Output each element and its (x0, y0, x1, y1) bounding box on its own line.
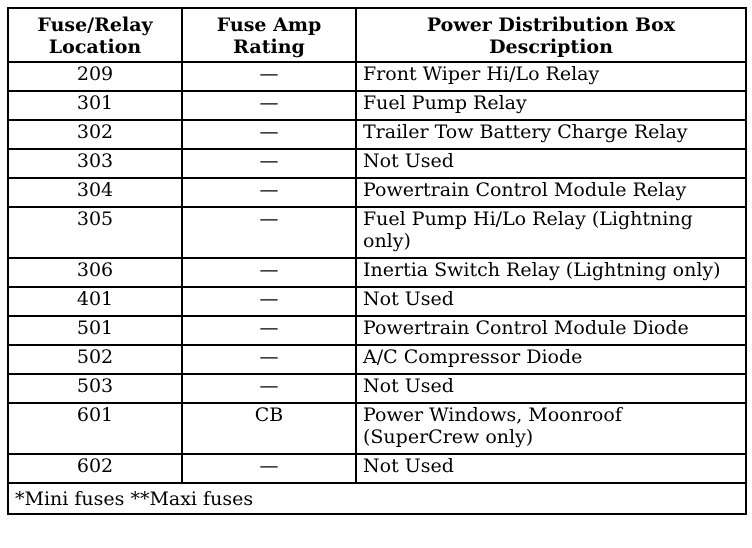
cell-description: Power Windows, Moonroof (SuperCrew only) (356, 403, 746, 454)
header-description: Power Distribution Box Description (356, 8, 746, 62)
table-row (8, 207, 746, 258)
cell-location: 503 (8, 374, 182, 403)
cell-rating: CB (182, 403, 356, 454)
cell-rating: — (182, 207, 356, 258)
cell-location: 209 (8, 62, 182, 91)
table-row (8, 287, 746, 316)
cell-location: 502 (8, 345, 182, 374)
cell-description: Fuel Pump Hi/Lo Relay (Lightning only) (356, 207, 746, 258)
table-row (8, 258, 746, 287)
fuse-table-container (7, 7, 747, 515)
cell-location: 305 (8, 207, 182, 258)
header-rating: Fuse Amp Rating (182, 8, 356, 62)
table-row (8, 91, 746, 120)
cell-location: 306 (8, 258, 182, 287)
cell-rating: — (182, 149, 356, 178)
cell-rating: — (182, 287, 356, 316)
cell-rating: — (182, 316, 356, 345)
cell-rating: — (182, 178, 356, 207)
cell-location: 301 (8, 91, 182, 120)
cell-location: 601 (8, 403, 182, 454)
header-location: Fuse/Relay Location (8, 8, 182, 62)
cell-description: Not Used (356, 287, 746, 316)
cell-rating: — (182, 120, 356, 149)
cell-description: Front Wiper Hi/Lo Relay (356, 62, 746, 91)
table-row (8, 374, 746, 403)
cell-description: Powertrain Control Module Relay (356, 178, 746, 207)
table-row (8, 120, 746, 149)
cell-rating: — (182, 91, 356, 120)
cell-location: 304 (8, 178, 182, 207)
table-row (8, 316, 746, 345)
table-row (8, 178, 746, 207)
cell-description: Fuel Pump Relay (356, 91, 746, 120)
cell-location: 401 (8, 287, 182, 316)
footnote: *Mini fuses **Maxi fuses (8, 483, 746, 514)
table-row (8, 403, 746, 454)
cell-description: Not Used (356, 374, 746, 403)
cell-rating: — (182, 374, 356, 403)
cell-description: Inertia Switch Relay (Lightning only) (356, 258, 746, 287)
cell-location: 602 (8, 454, 182, 483)
cell-rating: — (182, 258, 356, 287)
cell-rating: — (182, 345, 356, 374)
table-row (8, 62, 746, 91)
table-row (8, 345, 746, 374)
cell-description: Not Used (356, 454, 746, 483)
cell-description: A/C Compressor Diode (356, 345, 746, 374)
table-row (8, 454, 746, 483)
cell-rating: — (182, 62, 356, 91)
header-row (8, 8, 746, 62)
cell-rating: — (182, 454, 356, 483)
table-row (8, 149, 746, 178)
cell-description: Trailer Tow Battery Charge Relay (356, 120, 746, 149)
cell-location: 303 (8, 149, 182, 178)
cell-description: Not Used (356, 149, 746, 178)
cell-location: 501 (8, 316, 182, 345)
footnote-row (8, 483, 746, 514)
fuse-table (7, 7, 747, 515)
cell-location: 302 (8, 120, 182, 149)
cell-description: Powertrain Control Module Diode (356, 316, 746, 345)
